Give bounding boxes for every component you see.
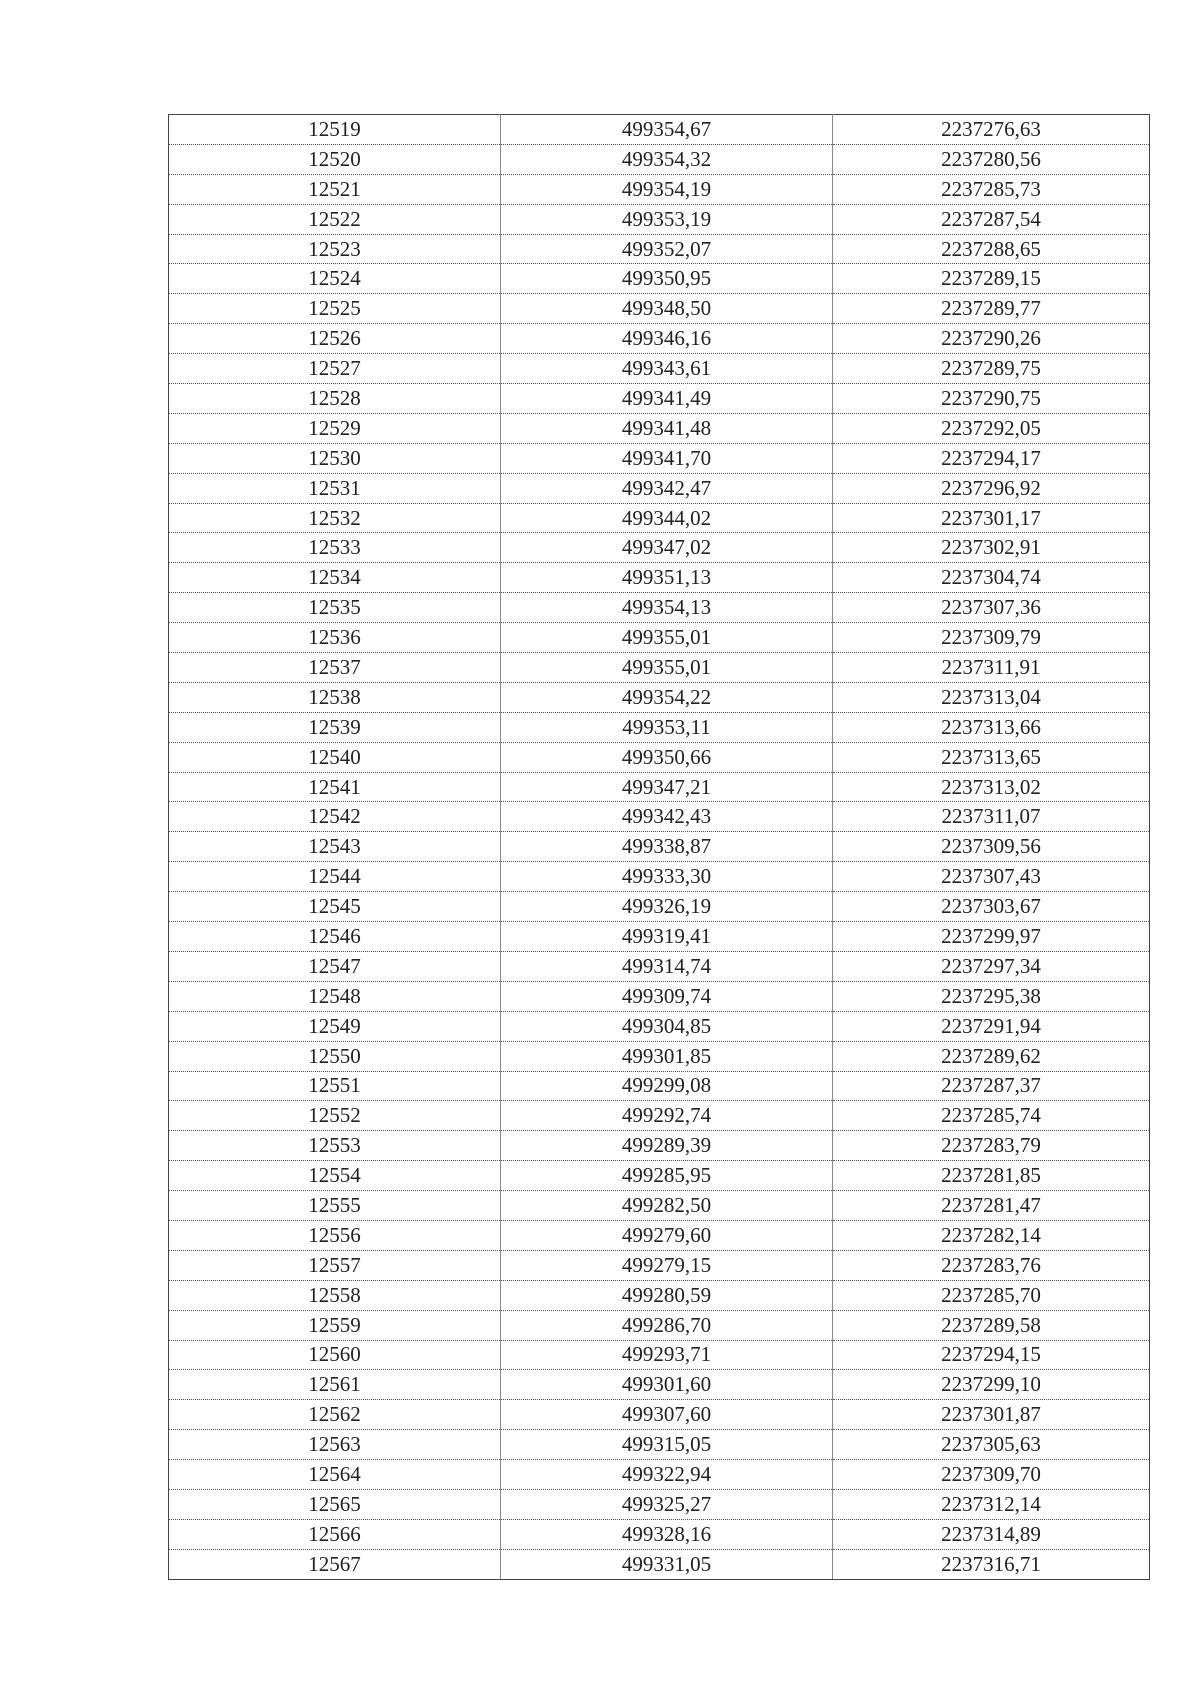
point-number-cell: 12534 [169, 563, 501, 593]
y-coordinate-cell: 2237283,79 [833, 1131, 1150, 1161]
y-coordinate-cell: 2237287,54 [833, 204, 1150, 234]
point-number-cell: 12538 [169, 682, 501, 712]
y-coordinate-cell: 2237280,56 [833, 144, 1150, 174]
y-coordinate-cell: 2237294,17 [833, 443, 1150, 473]
table-row [169, 1250, 1150, 1280]
table-row [169, 1131, 1150, 1161]
point-number-cell: 12525 [169, 294, 501, 324]
y-coordinate-cell: 2237309,56 [833, 832, 1150, 862]
y-coordinate-cell: 2237309,79 [833, 623, 1150, 653]
x-coordinate-cell: 499350,66 [501, 742, 833, 772]
x-coordinate-cell: 499286,70 [501, 1310, 833, 1340]
x-coordinate-cell: 499326,19 [501, 892, 833, 922]
point-number-cell: 12542 [169, 802, 501, 832]
y-coordinate-cell: 2237313,02 [833, 772, 1150, 802]
y-coordinate-cell: 2237295,38 [833, 981, 1150, 1011]
table-row [169, 682, 1150, 712]
table-row [169, 802, 1150, 832]
table-row [169, 324, 1150, 354]
y-coordinate-cell: 2237299,97 [833, 922, 1150, 952]
point-number-cell: 12539 [169, 712, 501, 742]
point-number-cell: 12560 [169, 1340, 501, 1370]
point-number-cell: 12553 [169, 1131, 501, 1161]
y-coordinate-cell: 2237316,71 [833, 1549, 1150, 1579]
table-row [169, 1340, 1150, 1370]
table-row [169, 1400, 1150, 1430]
x-coordinate-cell: 499341,70 [501, 443, 833, 473]
table-row [169, 653, 1150, 683]
point-number-cell: 12561 [169, 1370, 501, 1400]
y-coordinate-cell: 2237297,34 [833, 951, 1150, 981]
table-row [169, 204, 1150, 234]
table-row [169, 593, 1150, 623]
point-number-cell: 12567 [169, 1549, 501, 1579]
x-coordinate-cell: 499353,11 [501, 712, 833, 742]
table-row [169, 1370, 1150, 1400]
y-coordinate-cell: 2237313,66 [833, 712, 1150, 742]
x-coordinate-cell: 499351,13 [501, 563, 833, 593]
table-row [169, 473, 1150, 503]
y-coordinate-cell: 2237302,91 [833, 533, 1150, 563]
x-coordinate-cell: 499341,49 [501, 384, 833, 414]
x-coordinate-cell: 499328,16 [501, 1519, 833, 1549]
point-number-cell: 12540 [169, 742, 501, 772]
point-number-cell: 12548 [169, 981, 501, 1011]
coordinate-table [168, 114, 1150, 1580]
point-number-cell: 12551 [169, 1071, 501, 1101]
table-row [169, 533, 1150, 563]
y-coordinate-cell: 2237311,07 [833, 802, 1150, 832]
point-number-cell: 12523 [169, 234, 501, 264]
y-coordinate-cell: 2237281,85 [833, 1161, 1150, 1191]
x-coordinate-cell: 499353,19 [501, 204, 833, 234]
coordinate-table-body [169, 115, 1150, 1580]
point-number-cell: 12537 [169, 653, 501, 683]
table-row [169, 174, 1150, 204]
point-number-cell: 12565 [169, 1489, 501, 1519]
x-coordinate-cell: 499309,74 [501, 981, 833, 1011]
table-row [169, 772, 1150, 802]
point-number-cell: 12533 [169, 533, 501, 563]
table-row [169, 742, 1150, 772]
table-row [169, 1101, 1150, 1131]
table-row [169, 1220, 1150, 1250]
point-number-cell: 12562 [169, 1400, 501, 1430]
y-coordinate-cell: 2237307,43 [833, 862, 1150, 892]
table-row [169, 294, 1150, 324]
table-row [169, 712, 1150, 742]
point-number-cell: 12559 [169, 1310, 501, 1340]
point-number-cell: 12521 [169, 174, 501, 204]
point-number-cell: 12546 [169, 922, 501, 952]
x-coordinate-cell: 499282,50 [501, 1191, 833, 1221]
table-row [169, 922, 1150, 952]
y-coordinate-cell: 2237285,70 [833, 1280, 1150, 1310]
x-coordinate-cell: 499331,05 [501, 1549, 833, 1579]
y-coordinate-cell: 2237283,76 [833, 1250, 1150, 1280]
table-row [169, 234, 1150, 264]
table-row [169, 1071, 1150, 1101]
table-row [169, 1549, 1150, 1579]
point-number-cell: 12563 [169, 1430, 501, 1460]
point-number-cell: 12536 [169, 623, 501, 653]
table-row [169, 115, 1150, 145]
y-coordinate-cell: 2237289,58 [833, 1310, 1150, 1340]
point-number-cell: 12552 [169, 1101, 501, 1131]
x-coordinate-cell: 499307,60 [501, 1400, 833, 1430]
x-coordinate-cell: 499341,48 [501, 413, 833, 443]
point-number-cell: 12531 [169, 473, 501, 503]
y-coordinate-cell: 2237301,87 [833, 1400, 1150, 1430]
x-coordinate-cell: 499315,05 [501, 1430, 833, 1460]
x-coordinate-cell: 499352,07 [501, 234, 833, 264]
point-number-cell: 12529 [169, 413, 501, 443]
point-number-cell: 12550 [169, 1041, 501, 1071]
table-row [169, 144, 1150, 174]
point-number-cell: 12528 [169, 384, 501, 414]
table-row [169, 413, 1150, 443]
y-coordinate-cell: 2237276,63 [833, 115, 1150, 145]
table-row [169, 1161, 1150, 1191]
y-coordinate-cell: 2237287,37 [833, 1071, 1150, 1101]
x-coordinate-cell: 499289,39 [501, 1131, 833, 1161]
x-coordinate-cell: 499299,08 [501, 1071, 833, 1101]
y-coordinate-cell: 2237305,63 [833, 1430, 1150, 1460]
x-coordinate-cell: 499304,85 [501, 1011, 833, 1041]
point-number-cell: 12522 [169, 204, 501, 234]
x-coordinate-cell: 499301,60 [501, 1370, 833, 1400]
table-row [169, 1041, 1150, 1071]
point-number-cell: 12547 [169, 951, 501, 981]
table-row [169, 951, 1150, 981]
table-row [169, 1519, 1150, 1549]
table-row [169, 1310, 1150, 1340]
x-coordinate-cell: 499355,01 [501, 623, 833, 653]
x-coordinate-cell: 499314,74 [501, 951, 833, 981]
y-coordinate-cell: 2237307,36 [833, 593, 1150, 623]
y-coordinate-cell: 2237313,65 [833, 742, 1150, 772]
x-coordinate-cell: 499285,95 [501, 1161, 833, 1191]
point-number-cell: 12527 [169, 354, 501, 384]
y-coordinate-cell: 2237301,17 [833, 503, 1150, 533]
point-number-cell: 12535 [169, 593, 501, 623]
table-row [169, 563, 1150, 593]
point-number-cell: 12541 [169, 772, 501, 802]
x-coordinate-cell: 499355,01 [501, 653, 833, 683]
x-coordinate-cell: 499292,74 [501, 1101, 833, 1131]
x-coordinate-cell: 499354,22 [501, 682, 833, 712]
table-row [169, 981, 1150, 1011]
y-coordinate-cell: 2237314,89 [833, 1519, 1150, 1549]
table-row [169, 1011, 1150, 1041]
y-coordinate-cell: 2237290,26 [833, 324, 1150, 354]
point-number-cell: 12564 [169, 1460, 501, 1490]
x-coordinate-cell: 499354,67 [501, 115, 833, 145]
x-coordinate-cell: 499347,21 [501, 772, 833, 802]
table-row [169, 892, 1150, 922]
point-number-cell: 12555 [169, 1191, 501, 1221]
point-number-cell: 12530 [169, 443, 501, 473]
x-coordinate-cell: 499333,30 [501, 862, 833, 892]
y-coordinate-cell: 2237304,74 [833, 563, 1150, 593]
x-coordinate-cell: 499293,71 [501, 1340, 833, 1370]
point-number-cell: 12549 [169, 1011, 501, 1041]
table-row [169, 503, 1150, 533]
x-coordinate-cell: 499319,41 [501, 922, 833, 952]
y-coordinate-cell: 2237282,14 [833, 1220, 1150, 1250]
x-coordinate-cell: 499342,43 [501, 802, 833, 832]
x-coordinate-cell: 499343,61 [501, 354, 833, 384]
y-coordinate-cell: 2237296,92 [833, 473, 1150, 503]
x-coordinate-cell: 499346,16 [501, 324, 833, 354]
y-coordinate-cell: 2237285,74 [833, 1101, 1150, 1131]
x-coordinate-cell: 499301,85 [501, 1041, 833, 1071]
table-row [169, 862, 1150, 892]
y-coordinate-cell: 2237299,10 [833, 1370, 1150, 1400]
point-number-cell: 12558 [169, 1280, 501, 1310]
point-number-cell: 12532 [169, 503, 501, 533]
y-coordinate-cell: 2237288,65 [833, 234, 1150, 264]
y-coordinate-cell: 2237289,77 [833, 294, 1150, 324]
y-coordinate-cell: 2237289,75 [833, 354, 1150, 384]
table-row [169, 354, 1150, 384]
x-coordinate-cell: 499354,19 [501, 174, 833, 204]
point-number-cell: 12554 [169, 1161, 501, 1191]
point-number-cell: 12526 [169, 324, 501, 354]
table-row [169, 832, 1150, 862]
point-number-cell: 12519 [169, 115, 501, 145]
table-row [169, 384, 1150, 414]
y-coordinate-cell: 2237291,94 [833, 1011, 1150, 1041]
y-coordinate-cell: 2237311,91 [833, 653, 1150, 683]
point-number-cell: 12566 [169, 1519, 501, 1549]
table-row [169, 1280, 1150, 1310]
y-coordinate-cell: 2237289,15 [833, 264, 1150, 294]
x-coordinate-cell: 499350,95 [501, 264, 833, 294]
point-number-cell: 12544 [169, 862, 501, 892]
x-coordinate-cell: 499279,15 [501, 1250, 833, 1280]
point-number-cell: 12524 [169, 264, 501, 294]
x-coordinate-cell: 499325,27 [501, 1489, 833, 1519]
y-coordinate-cell: 2237281,47 [833, 1191, 1150, 1221]
table-row [169, 623, 1150, 653]
y-coordinate-cell: 2237312,14 [833, 1489, 1150, 1519]
table-row [169, 264, 1150, 294]
x-coordinate-cell: 499354,13 [501, 593, 833, 623]
table-row [169, 1489, 1150, 1519]
x-coordinate-cell: 499347,02 [501, 533, 833, 563]
y-coordinate-cell: 2237292,05 [833, 413, 1150, 443]
y-coordinate-cell: 2237294,15 [833, 1340, 1150, 1370]
y-coordinate-cell: 2237285,73 [833, 174, 1150, 204]
y-coordinate-cell: 2237309,70 [833, 1460, 1150, 1490]
x-coordinate-cell: 499354,32 [501, 144, 833, 174]
x-coordinate-cell: 499344,02 [501, 503, 833, 533]
x-coordinate-cell: 499338,87 [501, 832, 833, 862]
table-row [169, 443, 1150, 473]
table-row [169, 1430, 1150, 1460]
y-coordinate-cell: 2237313,04 [833, 682, 1150, 712]
y-coordinate-cell: 2237289,62 [833, 1041, 1150, 1071]
y-coordinate-cell: 2237303,67 [833, 892, 1150, 922]
x-coordinate-cell: 499348,50 [501, 294, 833, 324]
x-coordinate-cell: 499322,94 [501, 1460, 833, 1490]
x-coordinate-cell: 499279,60 [501, 1220, 833, 1250]
point-number-cell: 12543 [169, 832, 501, 862]
y-coordinate-cell: 2237290,75 [833, 384, 1150, 414]
table-row [169, 1460, 1150, 1490]
point-number-cell: 12557 [169, 1250, 501, 1280]
point-number-cell: 12545 [169, 892, 501, 922]
point-number-cell: 12556 [169, 1220, 501, 1250]
point-number-cell: 12520 [169, 144, 501, 174]
table-row [169, 1191, 1150, 1221]
x-coordinate-cell: 499280,59 [501, 1280, 833, 1310]
x-coordinate-cell: 499342,47 [501, 473, 833, 503]
